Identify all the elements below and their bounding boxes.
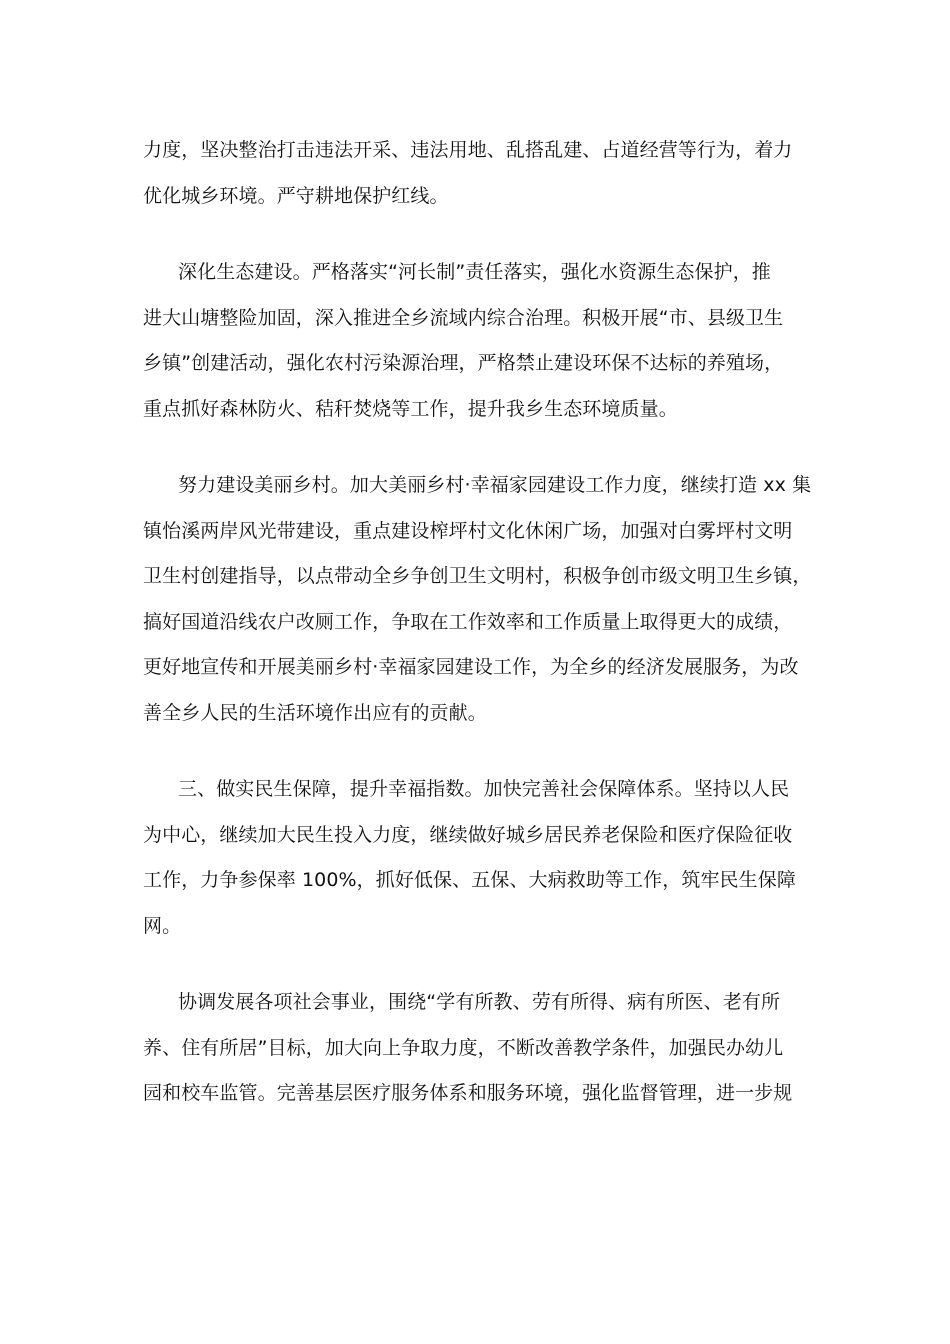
text-line: 优化城乡环境。严守耕地保护红线。	[143, 184, 449, 207]
text-line: 更好地宣传和开展美丽乡村·幸福家园建设工作，为全乡的经济发展服务，为改	[143, 656, 799, 678]
paragraph-social-affairs	[143, 980, 811, 1117]
paragraph-livelihood	[143, 767, 811, 949]
paragraph-ecology	[143, 250, 811, 432]
text-line: 努力建设美丽乡村。加大美丽乡村·幸福家园建设工作力度，继续打造 xx 集	[178, 474, 812, 496]
text-line: 养、住有所居”目标，加大向上争取力度，不断改善教学条件，加强民办幼儿	[143, 1036, 784, 1059]
text-line: 乡镇”创建活动，强化农村污染源治理，严格禁止建设环保不达标的养殖场，	[143, 352, 784, 374]
text-line: 三、做实民生保障，提升幸福指数。加快完善社会保障体系。坚持以人民	[178, 778, 790, 800]
text-line: 协调发展各项社会事业，围绕“学有所教、劳有所得、病有所医、老有所	[178, 991, 781, 1013]
document-body	[143, 128, 811, 1148]
text-line: 园和校车监管。完善基层医疗服务体系和服务环境，强化监督管理，进一步规	[143, 1082, 793, 1104]
text-line: 为中心，继续加大民生投入力度，继续做好城乡居民养老保险和医疗保险征收	[143, 823, 793, 846]
text-line: 工作，力争参保率 100%，抓好低保、五保、大病救助等工作，筑牢民生保障	[143, 869, 796, 891]
text-line: 搞好国道沿线农户改厕工作，争取在工作效率和工作质量上取得更大的成绩，	[143, 610, 793, 633]
text-line: 善全乡人民的生活环境作出应有的贡献。	[143, 701, 487, 724]
text-line: 深化生态建设。严格落实“河长制”责任落实，强化水资源生态保护，推	[178, 261, 771, 283]
text-line: 力度，坚决整治打击违法开采、违法用地、乱搭乱建、占道经营等行为，着力	[143, 139, 793, 161]
text-line: 重点抓好森林防火、秸秆焚烧等工作，提升我乡生态环境质量。	[143, 397, 678, 420]
text-line: 镇怡溪两岸风光带建设，重点建设榨坪村文化休闲广场，加强对白雾坪村文明	[143, 519, 793, 542]
paragraph-beautiful-village	[143, 463, 811, 736]
text-line: 进大山塘整险加固，深入推进全乡流域内综合治理。积极开展“市、县级卫生	[143, 306, 784, 329]
text-line: 卫生村创建指导，以点带动全乡争创卫生文明村，积极争创市级文明卫生乡镇，	[143, 565, 812, 587]
paragraph-continuation	[143, 128, 811, 219]
text-line: 网。	[143, 914, 182, 937]
